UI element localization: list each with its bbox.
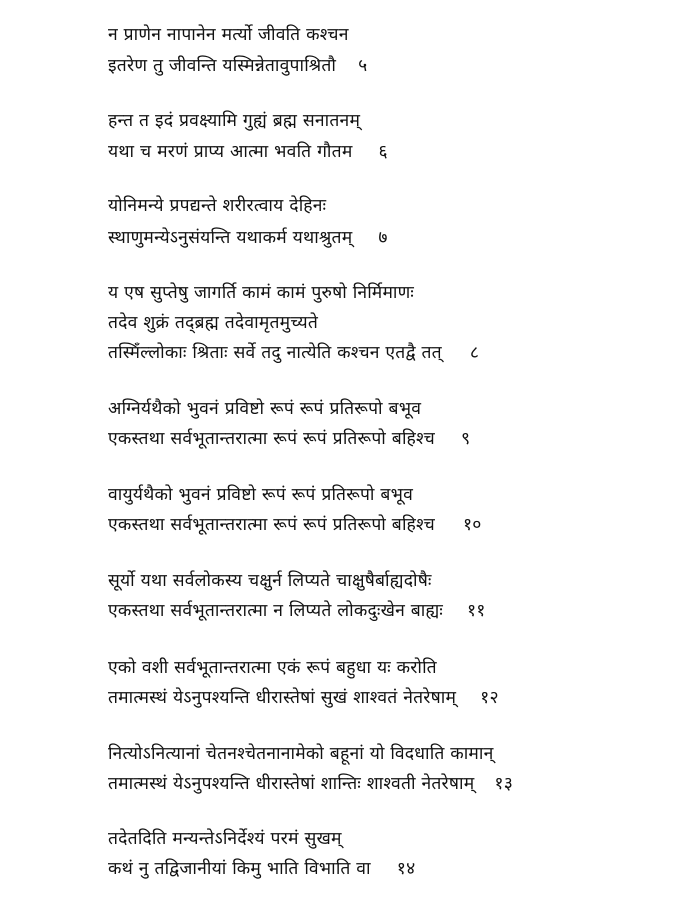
verse-13-line-2-text: तमात्मस्थं येऽनुपश्यन्ति धीरास्तेषां शान्तिः शाश्वती नेतरेषाम् xyxy=(108,774,475,794)
verse-6-line-1: हन्त त इदं प्रवक्ष्यामि गुह्यं ब्रह्म सनातनम् xyxy=(108,111,361,131)
verse-8-line-1: य एष सुप्तेषु जागर्ति कामं कामं पुरुषो निर्मिमाणः xyxy=(108,283,415,303)
verse-number-5: ५ xyxy=(358,56,368,76)
verse-11-line-1: सूर्यो यथा सर्वलोकस्य चक्षुर्न लिप्यते चाक्षुषैर्बाह्यदोषैः xyxy=(108,571,432,591)
verse-14-line-2-text: कथं नु तद्विजानीयां किमु भाति विभाति वा xyxy=(108,859,371,879)
verse-14-line-1: तदेतदिति मन्यन्तेऽनिर्देश्यं परमं सुखम् xyxy=(108,829,342,849)
verse-number-6: ६ xyxy=(378,142,388,162)
verse-number-7: ७ xyxy=(378,228,388,248)
verse-6-line-2 xyxy=(108,139,388,165)
verse-13-line-1: नित्योऽनित्यानां चेतनश्चेतनानामेको बहूनां यो विदधाति कामान् xyxy=(108,744,494,764)
verse-7-line-1: योनिमन्ये प्रपद्यन्ते शरीरत्वाय देहिनः xyxy=(108,196,327,216)
verse-9-line-1: अग्निर्यथैको भुवनं प्रविष्टो रूपं रूपं प्रतिरूपो बभूव xyxy=(108,399,422,419)
verse-number-14: १४ xyxy=(396,859,416,879)
verse-number-12: १२ xyxy=(480,688,499,708)
verse-number-11: ११ xyxy=(467,601,486,621)
verse-10-line-1: वायुर्यथैको भुवनं प्रविष्टो रूपं रूपं प्रतिरूपो बभूव xyxy=(108,485,414,505)
verse-5-line-2 xyxy=(108,53,367,79)
verse-10-line-2-text: एकस्तथा सर्वभूतान्तरात्मा रूपं रूपं प्रतिरूपो बहिश्च xyxy=(108,515,435,535)
verse-5-line-2-text: इतरेण तु जीवन्ति यस्मिन्नेतावुपाश्रितौ xyxy=(108,56,337,76)
verse-12-line-2 xyxy=(108,685,499,711)
verse-6-line-2-text: यथा च मरणं प्राप्य आत्मा भवति गौतम xyxy=(108,142,353,162)
verse-12-line-1: एको वशी सर्वभूतान्तरात्मा एकं रूपं बहुधा यः करोति xyxy=(108,658,437,678)
verse-11-line-2-text: एकस्तथा सर्वभूतान्तरात्मा न लिप्यते लोकदुःखेन बाह्यः xyxy=(108,601,443,621)
verse-8-line-2: तदेव शुक्रं तद्ब्रह्म तदेवामृतमुच्यते xyxy=(108,313,318,333)
verse-number-13: १३ xyxy=(494,774,514,794)
verse-number-10: १० xyxy=(462,515,482,535)
verse-9-line-2-text: एकस्तथा सर्वभूतान्तरात्मा रूपं रूपं प्रतिरूपो बहिश्च xyxy=(108,429,435,449)
verse-8-line-3 xyxy=(108,340,479,366)
verse-14-line-2 xyxy=(108,856,415,882)
verse-7-line-2-text: स्थाणुमन्येऽनुसंयन्ति यथाकर्म यथाश्रुतम् xyxy=(108,228,353,248)
verse-8-line-3-text: तस्मिँल्लोकाः श्रिताः सर्वे तदु नात्येति कश्चन एतद्वै तत् xyxy=(108,343,442,363)
verse-5-line-1: न प्राणेन नापानेन मर्त्यो जीवति कश्चन xyxy=(108,25,349,45)
verse-13-line-2 xyxy=(108,771,513,797)
verse-number-8: ८ xyxy=(469,343,480,363)
verse-number-9: ९ xyxy=(460,429,471,449)
verse-7-line-2 xyxy=(108,225,388,251)
verse-9-line-2 xyxy=(108,426,470,452)
verse-10-line-2 xyxy=(108,512,482,538)
verse-11-line-2 xyxy=(108,598,486,624)
verse-12-line-2-text: तमात्मस्थं येऽनुपश्यन्ति धीरास्तेषां सुखं शाश्वतं नेतरेषाम् xyxy=(108,688,457,708)
